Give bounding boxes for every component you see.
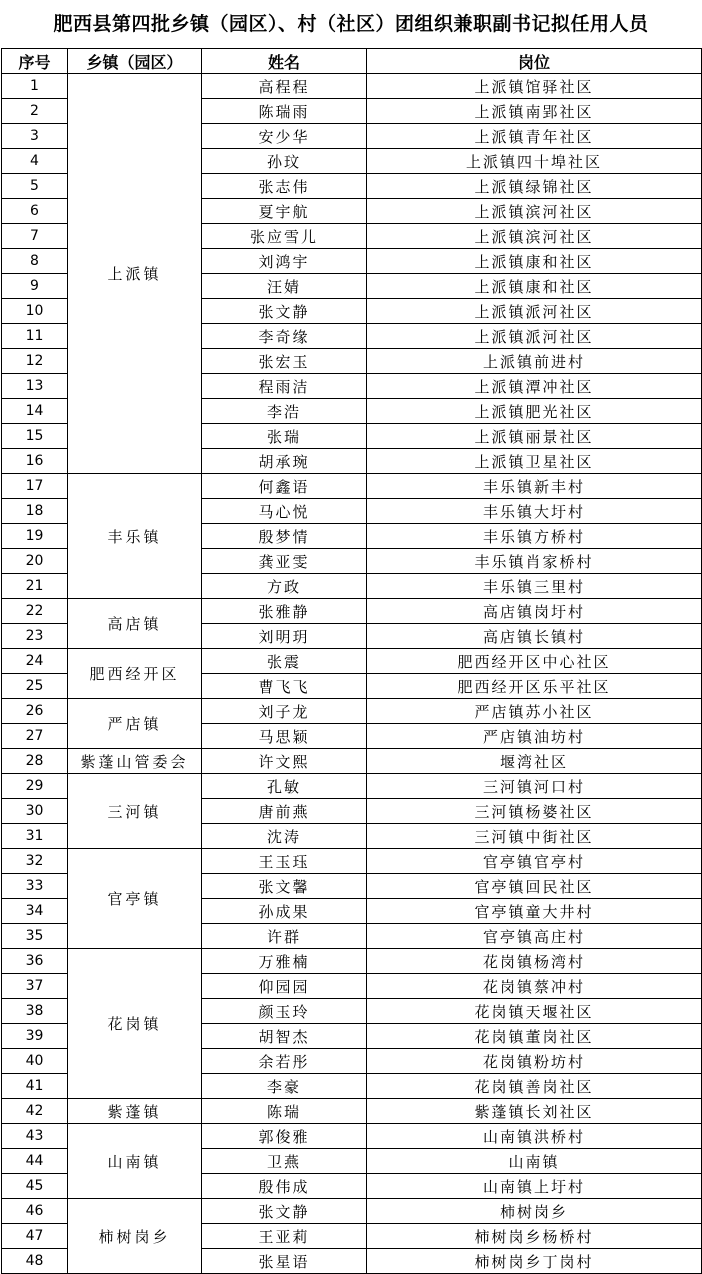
row-number: 37 bbox=[2, 974, 68, 999]
row-number: 9 bbox=[2, 274, 68, 299]
row-number: 20 bbox=[2, 549, 68, 574]
person-name: 方政 bbox=[202, 574, 367, 599]
header-name: 姓名 bbox=[202, 49, 367, 74]
person-name: 龚亚雯 bbox=[202, 549, 367, 574]
person-name: 陈瑞雨 bbox=[202, 99, 367, 124]
person-name: 高程程 bbox=[202, 74, 367, 99]
position-cell: 堰湾社区 bbox=[367, 749, 702, 774]
table-body bbox=[2, 74, 702, 1274]
row-number: 18 bbox=[2, 499, 68, 524]
position-cell: 三河镇杨婆社区 bbox=[367, 799, 702, 824]
position-cell: 山南镇洪桥村 bbox=[367, 1124, 702, 1149]
town-cell: 山南镇 bbox=[68, 1124, 202, 1199]
position-cell: 高店镇长镇村 bbox=[367, 624, 702, 649]
position-cell: 上派镇丽景社区 bbox=[367, 424, 702, 449]
table-row bbox=[2, 599, 702, 624]
table-row bbox=[2, 474, 702, 499]
row-number: 47 bbox=[2, 1224, 68, 1249]
row-number: 23 bbox=[2, 624, 68, 649]
appointee-table bbox=[1, 48, 702, 1274]
person-name: 张志伟 bbox=[202, 174, 367, 199]
position-cell: 肥西经开区乐平社区 bbox=[367, 674, 702, 699]
row-number: 36 bbox=[2, 949, 68, 974]
person-name: 何鑫语 bbox=[202, 474, 367, 499]
row-number: 2 bbox=[2, 99, 68, 124]
row-number: 43 bbox=[2, 1124, 68, 1149]
table-row bbox=[2, 699, 702, 724]
row-number: 38 bbox=[2, 999, 68, 1024]
person-name: 刘子龙 bbox=[202, 699, 367, 724]
person-name: 张文静 bbox=[202, 299, 367, 324]
row-number: 19 bbox=[2, 524, 68, 549]
position-cell: 严店镇油坊村 bbox=[367, 724, 702, 749]
position-cell: 柿树岗乡杨桥村 bbox=[367, 1224, 702, 1249]
row-number: 21 bbox=[2, 574, 68, 599]
person-name: 张文静 bbox=[202, 1199, 367, 1224]
row-number: 17 bbox=[2, 474, 68, 499]
person-name: 张应雪儿 bbox=[202, 224, 367, 249]
table-header-row bbox=[2, 49, 702, 74]
row-number: 28 bbox=[2, 749, 68, 774]
person-name: 殷梦情 bbox=[202, 524, 367, 549]
town-cell: 花岗镇 bbox=[68, 949, 202, 1099]
row-number: 44 bbox=[2, 1149, 68, 1174]
person-name: 李奇缘 bbox=[202, 324, 367, 349]
town-cell: 三河镇 bbox=[68, 774, 202, 849]
position-cell: 上派镇派河社区 bbox=[367, 299, 702, 324]
position-cell: 官亭镇回民社区 bbox=[367, 874, 702, 899]
row-number: 12 bbox=[2, 349, 68, 374]
position-cell: 官亭镇官亭村 bbox=[367, 849, 702, 874]
town-cell: 严店镇 bbox=[68, 699, 202, 749]
position-cell: 上派镇南郢社区 bbox=[367, 99, 702, 124]
row-number: 16 bbox=[2, 449, 68, 474]
person-name: 胡承琬 bbox=[202, 449, 367, 474]
person-name: 王亚莉 bbox=[202, 1224, 367, 1249]
header-post: 岗位 bbox=[367, 49, 702, 74]
position-cell: 肥西经开区中心社区 bbox=[367, 649, 702, 674]
row-number: 15 bbox=[2, 424, 68, 449]
person-name: 汪婧 bbox=[202, 274, 367, 299]
town-cell: 上派镇 bbox=[68, 74, 202, 474]
page-title: 肥西县第四批乡镇（园区）、村（社区）团组织兼职副书记拟任用人员 bbox=[53, 13, 649, 35]
person-name: 万雅楠 bbox=[202, 949, 367, 974]
town-cell: 肥西经开区 bbox=[68, 649, 202, 699]
position-cell: 官亭镇高庄村 bbox=[367, 924, 702, 949]
row-number: 40 bbox=[2, 1049, 68, 1074]
position-cell: 上派镇康和社区 bbox=[367, 274, 702, 299]
position-cell: 山南镇 bbox=[367, 1149, 702, 1174]
position-cell: 上派镇四十埠社区 bbox=[367, 149, 702, 174]
person-name: 程雨洁 bbox=[202, 374, 367, 399]
row-number: 7 bbox=[2, 224, 68, 249]
row-number: 6 bbox=[2, 199, 68, 224]
row-number: 10 bbox=[2, 299, 68, 324]
person-name: 孙玟 bbox=[202, 149, 367, 174]
person-name: 张震 bbox=[202, 649, 367, 674]
person-name: 安少华 bbox=[202, 124, 367, 149]
person-name: 孔敏 bbox=[202, 774, 367, 799]
person-name: 陈瑞 bbox=[202, 1099, 367, 1124]
row-number: 41 bbox=[2, 1074, 68, 1099]
table-row bbox=[2, 649, 702, 674]
row-number: 4 bbox=[2, 149, 68, 174]
table-row bbox=[2, 749, 702, 774]
position-cell: 花岗镇善岗社区 bbox=[367, 1074, 702, 1099]
row-number: 39 bbox=[2, 1024, 68, 1049]
person-name: 马思颖 bbox=[202, 724, 367, 749]
position-cell: 丰乐镇三里村 bbox=[367, 574, 702, 599]
row-number: 33 bbox=[2, 874, 68, 899]
person-name: 胡智杰 bbox=[202, 1024, 367, 1049]
position-cell: 花岗镇粉坊村 bbox=[367, 1049, 702, 1074]
position-cell: 花岗镇董岗社区 bbox=[367, 1024, 702, 1049]
table-row bbox=[2, 1199, 702, 1224]
position-cell: 丰乐镇新丰村 bbox=[367, 474, 702, 499]
person-name: 颜玉玲 bbox=[202, 999, 367, 1024]
person-name: 殷伟成 bbox=[202, 1174, 367, 1199]
position-cell: 官亭镇童大井村 bbox=[367, 899, 702, 924]
position-cell: 丰乐镇方桥村 bbox=[367, 524, 702, 549]
person-name: 李豪 bbox=[202, 1074, 367, 1099]
row-number: 1 bbox=[2, 74, 68, 99]
position-cell: 高店镇岗圩村 bbox=[367, 599, 702, 624]
town-cell: 紫蓬山管委会 bbox=[68, 749, 202, 774]
header-town: 乡镇（园区） bbox=[68, 49, 202, 74]
row-number: 35 bbox=[2, 924, 68, 949]
table-row bbox=[2, 74, 702, 99]
position-cell: 花岗镇天堰社区 bbox=[367, 999, 702, 1024]
row-number: 32 bbox=[2, 849, 68, 874]
row-number: 3 bbox=[2, 124, 68, 149]
town-cell: 高店镇 bbox=[68, 599, 202, 649]
person-name: 郭俊雅 bbox=[202, 1124, 367, 1149]
row-number: 29 bbox=[2, 774, 68, 799]
town-cell: 官亭镇 bbox=[68, 849, 202, 949]
position-cell: 上派镇康和社区 bbox=[367, 249, 702, 274]
position-cell: 丰乐镇肖家桥村 bbox=[367, 549, 702, 574]
row-number: 8 bbox=[2, 249, 68, 274]
position-cell: 柿树岗乡丁岗村 bbox=[367, 1249, 702, 1274]
person-name: 沈涛 bbox=[202, 824, 367, 849]
person-name: 李浩 bbox=[202, 399, 367, 424]
position-cell: 上派镇滨河社区 bbox=[367, 224, 702, 249]
row-number: 45 bbox=[2, 1174, 68, 1199]
position-cell: 上派镇派河社区 bbox=[367, 324, 702, 349]
position-cell: 丰乐镇大圩村 bbox=[367, 499, 702, 524]
position-cell: 上派镇绿锦社区 bbox=[367, 174, 702, 199]
person-name: 余若彤 bbox=[202, 1049, 367, 1074]
person-name: 孙成果 bbox=[202, 899, 367, 924]
person-name: 王玉珏 bbox=[202, 849, 367, 874]
row-number: 31 bbox=[2, 824, 68, 849]
position-cell: 上派镇卫星社区 bbox=[367, 449, 702, 474]
person-name: 卫燕 bbox=[202, 1149, 367, 1174]
row-number: 48 bbox=[2, 1249, 68, 1274]
table-row bbox=[2, 949, 702, 974]
position-cell: 上派镇潭冲社区 bbox=[367, 374, 702, 399]
person-name: 张宏玉 bbox=[202, 349, 367, 374]
person-name: 许文熙 bbox=[202, 749, 367, 774]
position-cell: 山南镇上圩村 bbox=[367, 1174, 702, 1199]
person-name: 张文馨 bbox=[202, 874, 367, 899]
person-name: 张星语 bbox=[202, 1249, 367, 1274]
row-number: 26 bbox=[2, 699, 68, 724]
person-name: 马心悦 bbox=[202, 499, 367, 524]
town-cell: 丰乐镇 bbox=[68, 474, 202, 599]
table-row bbox=[2, 774, 702, 799]
position-cell: 上派镇肥光社区 bbox=[367, 399, 702, 424]
position-cell: 三河镇河口村 bbox=[367, 774, 702, 799]
row-number: 5 bbox=[2, 174, 68, 199]
position-cell: 严店镇苏小社区 bbox=[367, 699, 702, 724]
position-cell: 上派镇滨河社区 bbox=[367, 199, 702, 224]
position-cell: 柿树岗乡 bbox=[367, 1199, 702, 1224]
person-name: 曹飞飞 bbox=[202, 674, 367, 699]
position-cell: 花岗镇杨湾村 bbox=[367, 949, 702, 974]
row-number: 13 bbox=[2, 374, 68, 399]
table-row bbox=[2, 1099, 702, 1124]
person-name: 刘鸿宇 bbox=[202, 249, 367, 274]
row-number: 34 bbox=[2, 899, 68, 924]
header-number: 序号 bbox=[2, 49, 68, 74]
table-row bbox=[2, 1124, 702, 1149]
row-number: 11 bbox=[2, 324, 68, 349]
row-number: 14 bbox=[2, 399, 68, 424]
row-number: 27 bbox=[2, 724, 68, 749]
town-cell: 柿树岗乡 bbox=[68, 1199, 202, 1274]
person-name: 张雅静 bbox=[202, 599, 367, 624]
position-cell: 上派镇前进村 bbox=[367, 349, 702, 374]
person-name: 张瑞 bbox=[202, 424, 367, 449]
person-name: 唐前燕 bbox=[202, 799, 367, 824]
row-number: 25 bbox=[2, 674, 68, 699]
position-cell: 花岗镇蔡冲村 bbox=[367, 974, 702, 999]
row-number: 42 bbox=[2, 1099, 68, 1124]
person-name: 许群 bbox=[202, 924, 367, 949]
position-cell: 上派镇青年社区 bbox=[367, 124, 702, 149]
position-cell: 三河镇中街社区 bbox=[367, 824, 702, 849]
position-cell: 紫蓬镇长刘社区 bbox=[367, 1099, 702, 1124]
person-name: 仰园园 bbox=[202, 974, 367, 999]
row-number: 24 bbox=[2, 649, 68, 674]
town-cell: 紫蓬镇 bbox=[68, 1099, 202, 1124]
table-row bbox=[2, 849, 702, 874]
row-number: 46 bbox=[2, 1199, 68, 1224]
person-name: 夏宇航 bbox=[202, 199, 367, 224]
person-name: 刘明玥 bbox=[202, 624, 367, 649]
position-cell: 上派镇馆驿社区 bbox=[367, 74, 702, 99]
row-number: 30 bbox=[2, 799, 68, 824]
row-number: 22 bbox=[2, 599, 68, 624]
